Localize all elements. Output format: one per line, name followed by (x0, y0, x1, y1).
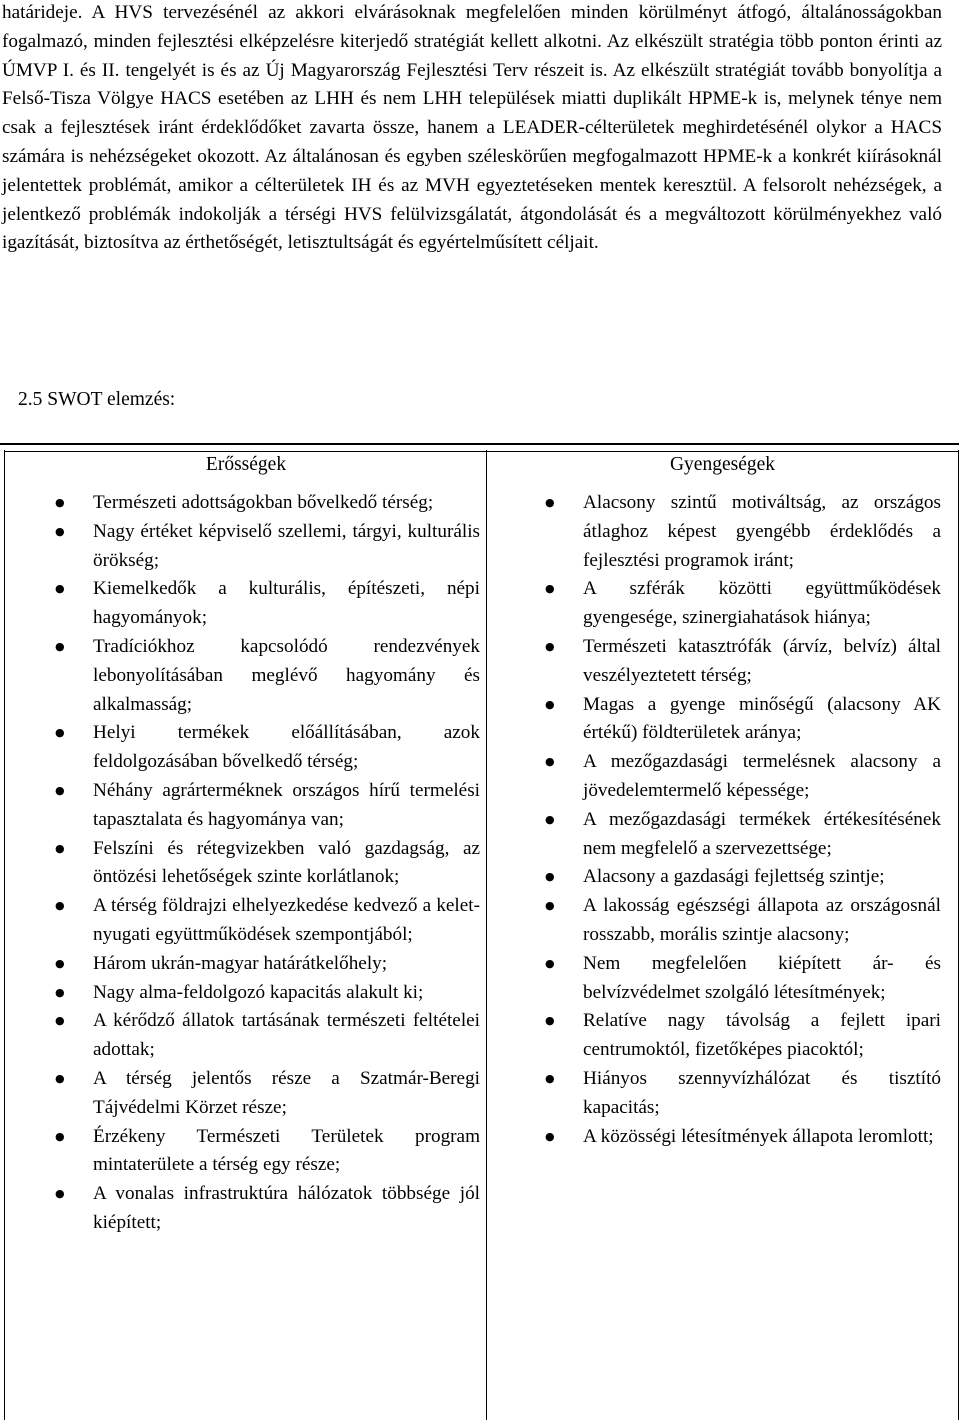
strengths-item: ● Nagy értéket képviselő szellemi, tárgyi, kulturális örökség; (55, 518, 480, 576)
table-border-left (4, 450, 5, 1420)
weaknesses-item: ● Alacsony szintű motiváltság, az országos átlaghoz képest gyengébb érdeklődés a fejlesztési programok iránt; (545, 489, 941, 575)
strengths-item: ● Tradíciókhoz kapcsolódó rendezvények lebonyolításában meglévő hagyomány és alkalmasság; (55, 633, 480, 719)
weaknesses-item: ● A szférák közötti együttműködések gyengesége, szinergiahatások hiánya; (545, 575, 941, 633)
strengths-item: ● Helyi termékek előállításában, azok feldolgozásában bővelkedő térség; (55, 719, 480, 777)
strengths-item: ● Érzékeny Természeti Területek program mintaterülete a térség egy része; (55, 1123, 480, 1181)
weaknesses-item: ● A közösségi létesítmények állapota leromlott; (545, 1123, 941, 1152)
strengths-item: ● Három ukrán-magyar határátkelőhely; (55, 950, 480, 979)
weaknesses-item: ● Relatíve nagy távolság a fejlett ipari centrumoktól, fizetőképes piacoktól; (545, 1007, 941, 1065)
strengths-title: Erősségek (205, 454, 287, 475)
weaknesses-item: ● Hiányos szennyvízhálózat és tisztító kapacitás; (545, 1065, 941, 1123)
weaknesses-list (545, 489, 941, 1151)
strengths-item: ● Nagy alma-feldolgozó kapacitás alakult ki; (55, 979, 480, 1008)
strengths-list (55, 489, 480, 1238)
strengths-item: ● Felszíni és rétegvizekben való gazdagság, az öntözési lehetőségek szinte korlátlanok; (55, 835, 480, 893)
table-column-divider (486, 450, 487, 1420)
strengths-item: ● Természeti adottságokban bővelkedő térség; (55, 489, 480, 518)
weaknesses-item: ● Magas a gyenge minőségű (alacsony AK értékű) földterületek aránya; (545, 691, 941, 749)
strengths-item: ● Néhány agrárterméknek országos hírű termelési tapasztalata és hagyománya van; (55, 777, 480, 835)
weaknesses-title: Gyengeségek (669, 454, 776, 475)
intro-paragraph: határideje. A HVS tervezésénél az akkori elvárásoknak megfelelően minden körülményt átfogó, általánosságokban fogalmazó, minden fejlesztési elképzelésre kiterjedő stratégiát kellett alkotni. Az elkészült stratégia több ponton érinti az ÚMVP I. és II. tengelyét is és az Új Magyarország Fejlesztési Terv részeit is. Az elkészült stratégiát tovább bonyolítja a Felső-Tisza Völgye HACS esetében az LHH és nem LHH települések miatti duplikált HPME-k is, melynek ténye nem csak a fejlesztések iránt érdeklődőket zavarta össze, hanem a LEADER-célterületek meghirdetésénél olykor a HACS számára is nehézségeket okozott. Az általánosan és egyben széleskörűen megfogalmazott HPME-k a konkrét kiírásoknál jelentettek problémát, amikor a célterületek IH és az MVH egyeztetéseken mentek keresztül. A felsorolt nehézségek, a jelentkező problémák indokolják a térségi HVS felülvizsgálatát, átgondolását és a megváltozott körülményekhez való igazítását, biztosítva az érthetőségét, letisztultságát és egyértelműsített céljait. (2, 2, 942, 254)
weaknesses-item: ● A mezőgazdasági termékek értékesítésének nem megfelelő a szervezettsége; (545, 806, 941, 864)
section-heading: 2.5 SWOT elemzés: (18, 389, 176, 410)
strengths-item: ● A kérődző állatok tartásának természeti feltételei adottak; (55, 1007, 480, 1065)
weaknesses-item: ● A mezőgazdasági termelésnek alacsony a jövedelemtermelő képessége; (545, 748, 941, 806)
weaknesses-item: ● A lakosság egészségi állapota az országosnál rosszabb, morális szintje alacsony; (545, 892, 941, 950)
strengths-item: ● A térség jelentős része a Szatmár-Beregi Tájvédelmi Körzet része; (55, 1065, 480, 1123)
strengths-item: ● A térség földrajzi elhelyezkedése kedvező a kelet-nyugati együttműködések szempontjából; (55, 892, 480, 950)
weaknesses-item: ● Nem megfelelően kiépített ár- és belvízvédelmet szolgáló létesítmények; (545, 950, 941, 1008)
weaknesses-item: ● Természeti katasztrófák (árvíz, belvíz) által veszélyeztetett térség; (545, 633, 941, 691)
strengths-item: ● Kiemelkedők a kulturális, építészeti, népi hagyományok; (55, 575, 480, 633)
table-border-right (958, 450, 959, 1420)
weaknesses-item: ● Alacsony a gazdasági fejlettség szintje; (545, 863, 941, 892)
strengths-item: ● A vonalas infrastruktúra hálózatok többsége jól kiépített; (55, 1180, 480, 1238)
